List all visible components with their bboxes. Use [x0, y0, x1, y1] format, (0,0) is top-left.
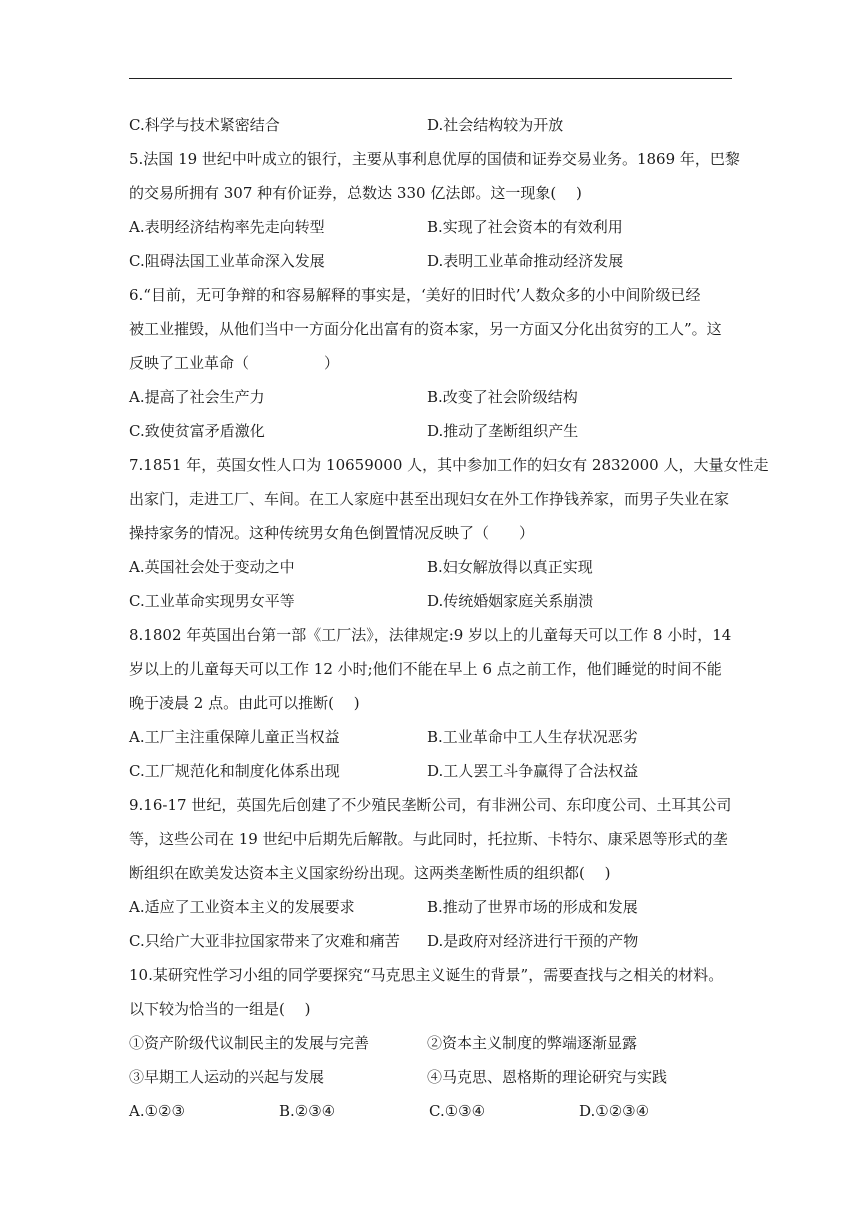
q5-option-a: A.表明经济结构率先走向转型 — [129, 218, 325, 236]
q9-stem-line: 断组织在欧美发达资本主义国家纷纷出现。这两类垄断性质的组织都( ) — [129, 864, 611, 882]
q6-option-b: B.改变了社会阶级结构 — [427, 388, 578, 406]
q7-option-c: C.工业革命实现男女平等 — [129, 592, 295, 610]
q7-stem-line: 出家门，走进工厂、车间。在工人家庭中甚至出现妇女在外工作挣钱养家，而男子失业在家 — [129, 490, 730, 508]
q8-stem-line: 8.1802 年英国出台第一部《工厂法》，法律规定:9 岁以上的儿童每天可以工作 8 小时，14 — [129, 626, 732, 644]
q9-option-c: C.只给广大亚非拉国家带来了灾难和痛苦 — [129, 932, 400, 950]
q10-stem-line: 10.某研究性学习小组的同学要探究“马克思主义诞生的背景”，需要查找与之相关的材料。 — [129, 966, 724, 984]
q8-option-c: C.工厂规范化和制度化体系出现 — [129, 762, 340, 780]
q8-option-b: B.工业革命中工人生存状况恶劣 — [427, 728, 638, 746]
q7-option-b: B.妇女解放得以真正实现 — [427, 558, 593, 576]
q8-stem-line: 岁以上的儿童每天可以工作 12 小时;他们不能在早上 6 点之前工作，他们睡觉的时间不能 — [129, 660, 722, 678]
q6-option-d: D.推动了垄断组织产生 — [427, 422, 579, 440]
q9-stem-line: 9.16-17 世纪，英国先后创建了不少殖民垄断公司，有非洲公司、东印度公司、土耳其公司 — [129, 796, 732, 814]
q8-option-d: D.工人罢工斗争赢得了合法权益 — [427, 762, 639, 780]
q10-item-1: ①资产阶级代议制民主的发展与完善 — [129, 1034, 370, 1052]
q8-options-ab — [129, 720, 733, 754]
q6-options-ab — [129, 380, 733, 414]
q9-option-b: B.推动了世界市场的形成和发展 — [427, 898, 638, 916]
q10-item-2: ②资本主义制度的弊端逐渐显露 — [427, 1034, 638, 1052]
q6-options-cd — [129, 414, 733, 448]
q10-item-3: ③早期工人运动的兴起与发展 — [129, 1068, 325, 1086]
q10-items-12 — [129, 1026, 733, 1060]
q10-items-34 — [129, 1060, 733, 1094]
q9-options-cd — [129, 924, 733, 958]
question-list — [129, 108, 769, 1128]
q8-options-cd — [129, 754, 733, 788]
q7-stem-line: 7.1851 年，英国女性人口为 10659000 人，其中参加工作的妇女有 2832000 人，大量女性走 — [129, 456, 769, 474]
q9-options-ab — [129, 890, 733, 924]
q7-options-ab — [129, 550, 733, 584]
q5-option-d: D.表明工业革命推动经济发展 — [427, 252, 624, 270]
q4-option-d: D.社会结构较为开放 — [427, 116, 564, 134]
q4-option-c: C.科学与技术紧密结合 — [129, 116, 280, 134]
q4-options-cd — [129, 108, 733, 142]
q10-item-4: ④马克思、恩格斯的理论研究与实践 — [427, 1068, 668, 1086]
q6-stem-line: 6.“目前，无可争辩的和容易解释的事实是，‘美好的旧时代’人数众多的小中间阶级已经 — [129, 286, 701, 304]
q9-option-a: A.适应了工业资本主义的发展要求 — [129, 898, 355, 916]
q5-option-b: B.实现了社会资本的有效利用 — [427, 218, 623, 236]
header-rule — [129, 78, 732, 79]
q8-stem-line: 晚于凌晨 2 点。由此可以推断( ) — [129, 694, 360, 712]
q7-options-cd — [129, 584, 733, 618]
q7-option-a: A.英国社会处于变动之中 — [129, 558, 295, 576]
q10-options — [129, 1094, 733, 1128]
q9-option-d: D.是政府对经济进行干预的产物 — [427, 932, 639, 950]
q5-stem-line: 的交易所拥有 307 种有价证券，总数达 330 亿法郎。这一现象( ) — [129, 184, 582, 202]
q5-options-ab — [129, 210, 733, 244]
q10-option-a: A.①②③ — [129, 1102, 185, 1120]
q8-option-a: A.工厂主注重保障儿童正当权益 — [129, 728, 340, 746]
q10-stem-line: 以下较为恰当的一组是( ) — [129, 1000, 311, 1018]
q7-stem-line: 操持家务的情况。这种传统男女角色倒置情况反映了（ ） — [129, 524, 535, 542]
q6-stem-line: 被工业摧毁，从他们当中一方面分化出富有的资本家，另一方面又分化出贫穷的工人”。这 — [129, 320, 722, 338]
q10-option-d: D.①②③④ — [579, 1102, 650, 1120]
q6-stem-line: 反映了工业革命（ ） — [129, 354, 340, 372]
q10-option-b: B.②③④ — [279, 1102, 336, 1120]
q5-stem-line: 5.法国 19 世纪中叶成立的银行，主要从事利息优厚的国债和证券交易业务。1869 年，巴黎 — [129, 150, 740, 168]
q6-option-a: A.提高了社会生产力 — [129, 388, 265, 406]
q5-options-cd — [129, 244, 733, 278]
q6-option-c: C.致使贫富矛盾激化 — [129, 422, 265, 440]
q7-option-d: D.传统婚姻家庭关系崩溃 — [427, 592, 594, 610]
q9-stem-line: 等，这些公司在 19 世纪中后期先后解散。与此同时，托拉斯、卡特尔、康采恩等形式的垄 — [129, 830, 728, 848]
q5-option-c: C.阻碍法国工业革命深入发展 — [129, 252, 325, 270]
q10-option-c: C.①③④ — [429, 1102, 486, 1120]
